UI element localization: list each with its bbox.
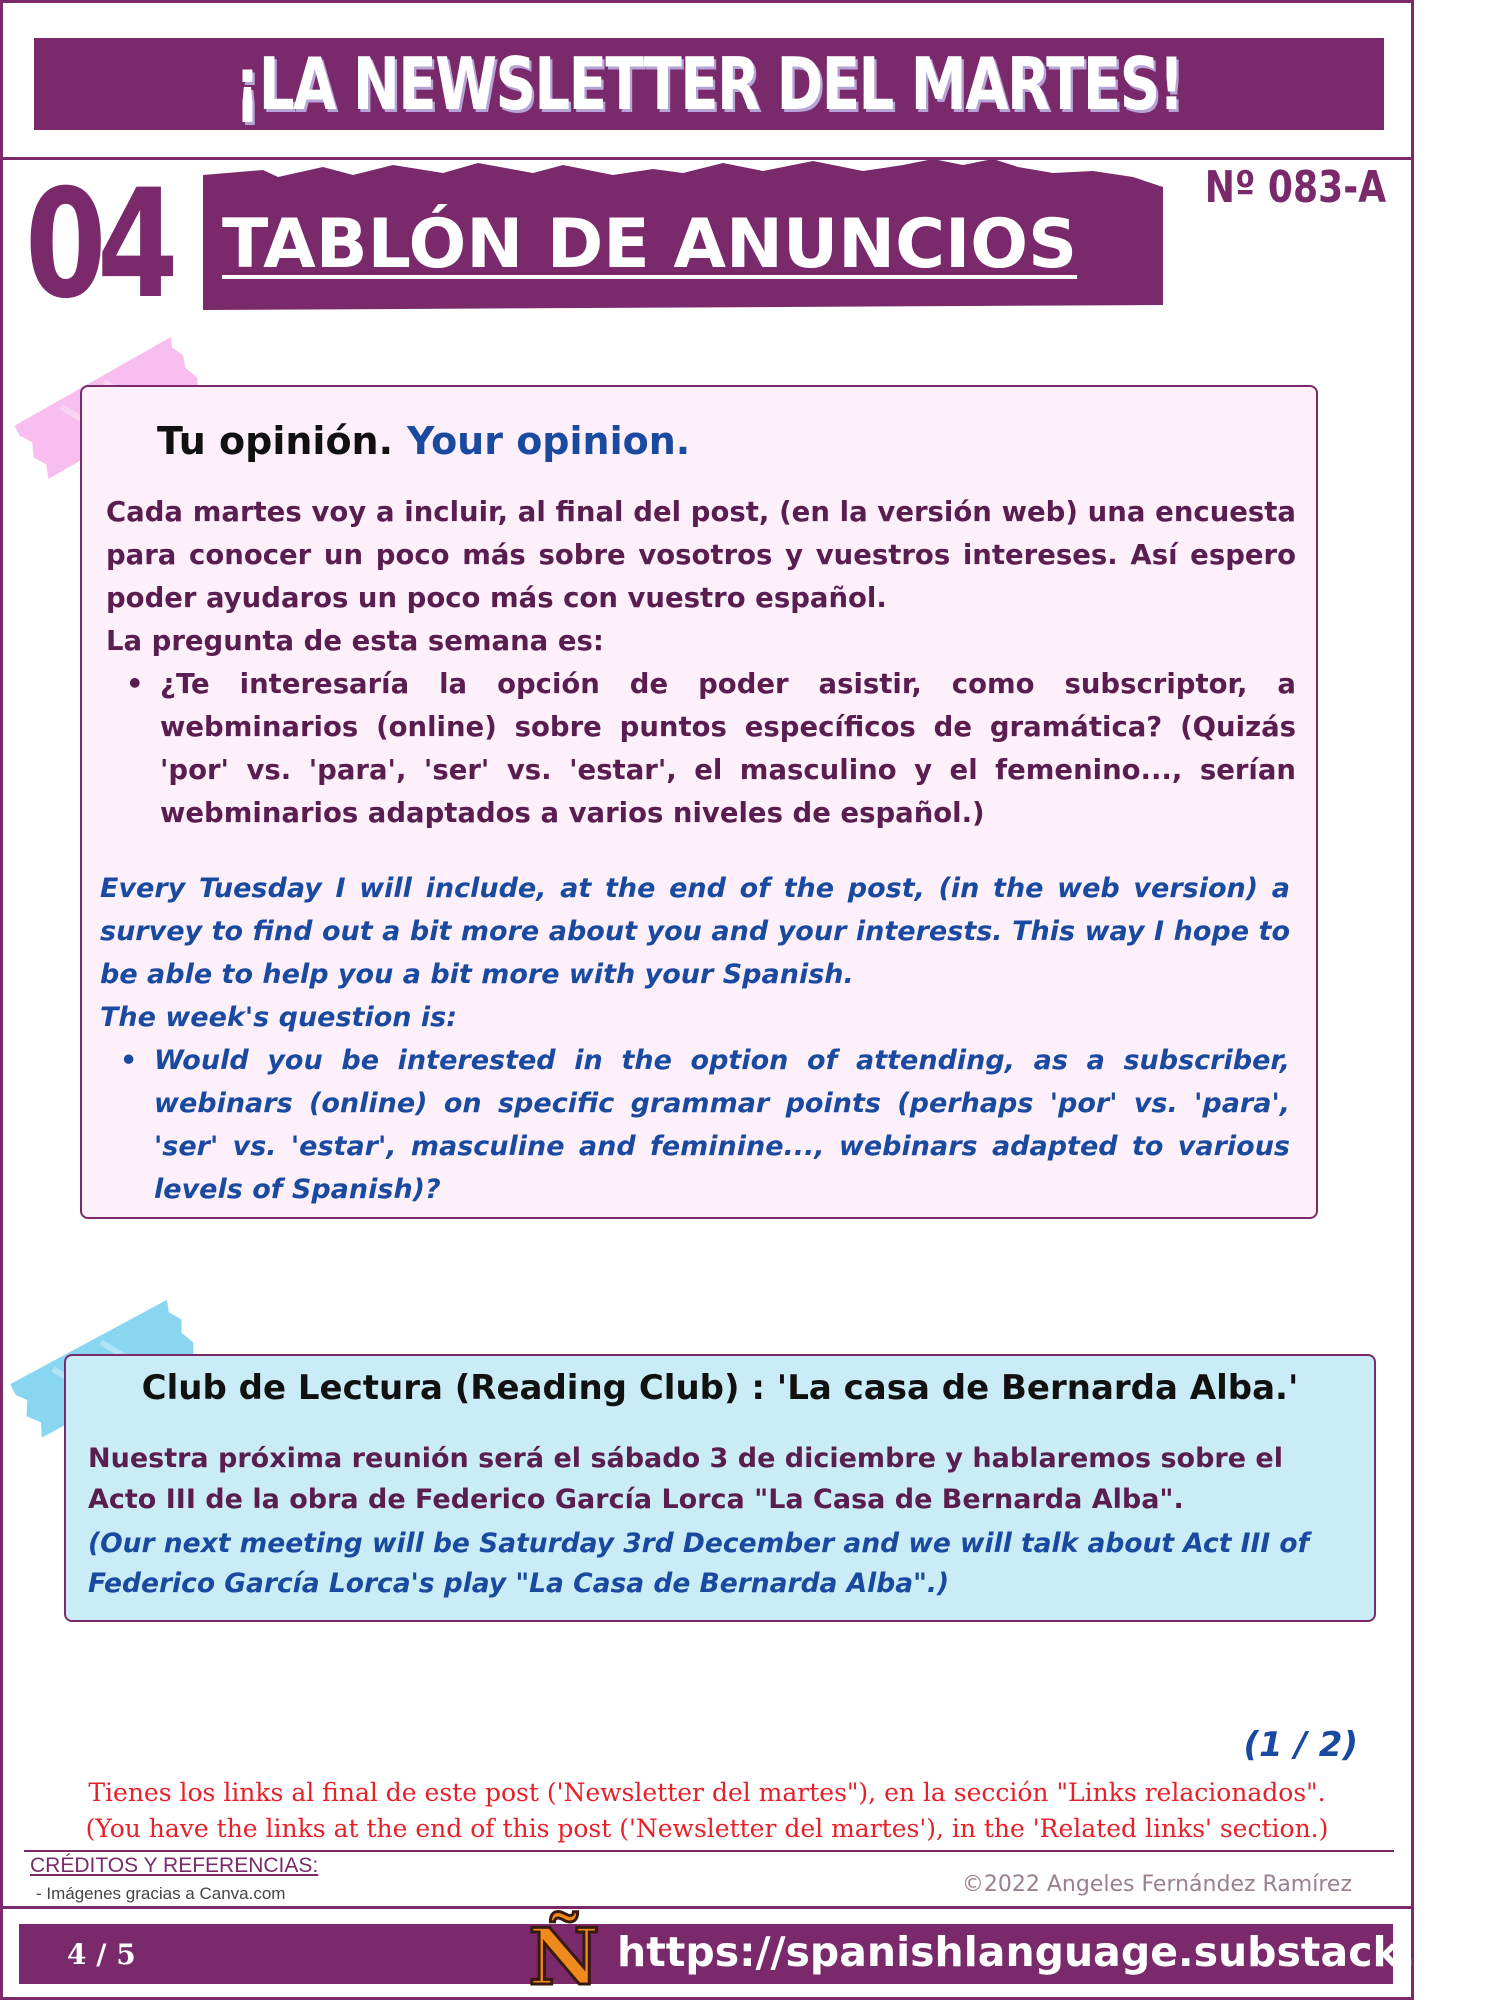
copyright: ©2022 Angeles Fernández Ramírez	[961, 1872, 1352, 1897]
credits-line: - Imágenes gracias a Canva.com	[36, 1884, 286, 1903]
opinion-list-en	[154, 1039, 1290, 1211]
n-tilde-logo-icon	[524, 1912, 604, 2000]
issue-number: Nº 083-A	[1204, 162, 1386, 213]
opinion-paragraph-en: Every Tuesday I will include, at the end of the post, (in the web version) a survey to find out a bit more about you and your interests. This way I hope to be able to help you a bit more with your Spanish.	[100, 873, 1290, 990]
section-number	[25, 158, 170, 332]
reading-club-text-es: Nuestra próxima reunión será el sábado 3 de diciembre y hablaremos sobre el Acto III de la obra de Federico García Lorca "La Casa de Bernarda Alba".	[88, 1443, 1283, 1515]
opinion-box	[80, 385, 1318, 1219]
page-number: 4 / 5	[67, 1938, 136, 1971]
divider	[24, 1850, 1394, 1852]
opinion-text-en	[100, 867, 1290, 1211]
site-url-link[interactable]: https://spanishlanguage.substack.com	[617, 1928, 1511, 1976]
header	[0, 0, 1414, 160]
newsletter-title: ¡LA NEWSLETTER DEL MARTES!	[235, 42, 1183, 126]
reading-club-box	[64, 1354, 1376, 1622]
opinion-heading-en: Your opinion.	[407, 419, 691, 463]
header-band	[34, 38, 1384, 130]
links-note-en: (You have the links at the end of this post ('Newsletter del martes'), in the 'Related links' section.)	[85, 1814, 1329, 1843]
credits-title[interactable]: CRÉDITOS Y REFERENCIAS:	[30, 1854, 319, 1877]
footer	[0, 1906, 1511, 2000]
opinion-heading-es: Tu opinión.	[157, 419, 394, 463]
opinion-heading	[157, 419, 690, 463]
reading-club-heading: Club de Lectura (Reading Club) : 'La casa de Bernarda Alba.'	[141, 1368, 1299, 1408]
opinion-paragraph-es: Cada martes voy a incluir, al final del post, (en la versión web) una encuesta para conocer un poco más sobre vosotros y vuestros intereses. Así espero poder ayudaros un poco más con vuestro español.	[106, 496, 1296, 614]
reading-club-text-en: (Our next meeting will be Saturday 3rd December and we will talk about Act III of Federico García Lorca's play "La Casa de Bernarda Alba".)	[88, 1528, 1310, 1599]
opinion-question-label-es: La pregunta de esta semana es:	[106, 625, 604, 657]
opinion-list-es	[160, 663, 1296, 835]
footer-band	[19, 1912, 1511, 2000]
opinion-bullet-en: • Would you be interested in the option of attending, as a subscriber, webinars (online) on specific grammar points (perhaps 'por' vs. 'para', 'ser' vs. 'estar', masculine and feminine..., webinars adapted to various levels of Spanish)?	[154, 1039, 1290, 1211]
opinion-bullet-es: • ¿Te interesaría la opción de poder asistir, como subscriptor, a webminarios (online) sobre puntos específicos de gramática? (Quizás 'por' vs. 'para', 'ser' vs. 'estar', el masculino y el femenino..., serían webminarios adaptados a varios niveles de español.)	[160, 663, 1296, 835]
opinion-text-es	[106, 491, 1296, 835]
page-count: (1 / 2)	[1243, 1725, 1358, 1765]
section-title: TABLÓN DE ANUNCIOS	[222, 205, 1078, 284]
logo-letter: Ñ	[528, 1912, 600, 2000]
section-number-text: 04	[25, 158, 170, 332]
opinion-question-label-en: The week's question is:	[100, 1002, 457, 1033]
links-note-es: Tienes los links al final de este post ('Newsletter del martes"), en la sección "Links relacionados".	[88, 1778, 1326, 1807]
